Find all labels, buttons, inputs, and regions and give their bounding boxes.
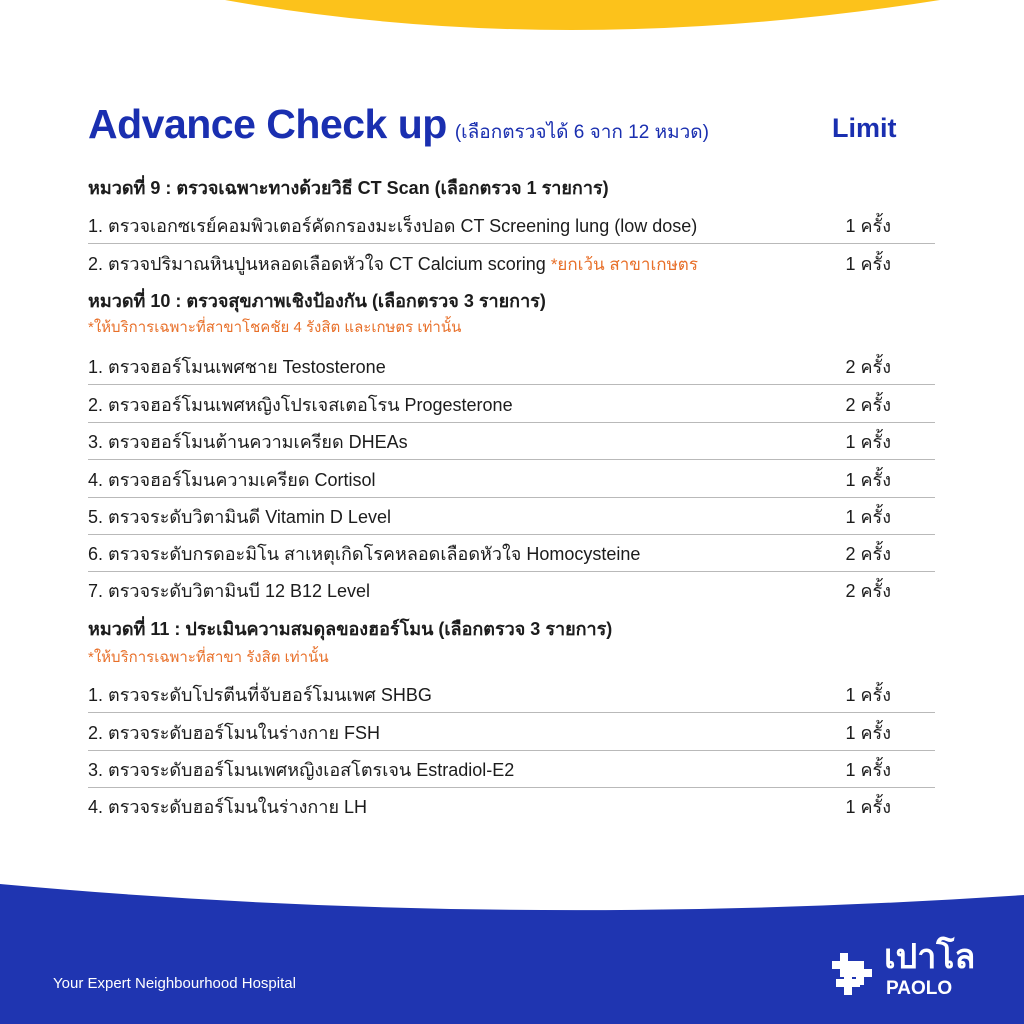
check-item-limit: 1 ครั้ง bbox=[845, 216, 891, 236]
check-item-text: 3. ตรวจฮอร์โมนต้านความเครียด DHEAs bbox=[88, 432, 408, 452]
check-item-limit: 1 ครั้ง bbox=[845, 507, 891, 527]
check-item-row bbox=[88, 542, 935, 566]
page-title-text: Advance Check up bbox=[88, 101, 447, 147]
check-item-row bbox=[88, 505, 935, 529]
logo-thai-text: เปาโล bbox=[884, 938, 976, 976]
check-item-row bbox=[88, 683, 935, 707]
check-item-row bbox=[88, 579, 935, 603]
category-note: *ให้บริการเฉพาะที่สาขาโชคชัย 4 รังสิต และเกษตร เท่านั้น bbox=[88, 319, 462, 336]
check-item-label bbox=[88, 542, 640, 566]
check-item-limit: 1 ครั้ง bbox=[845, 760, 891, 780]
check-item-text: 3. ตรวจระดับฮอร์โมนเพศหญิงเอสโตรเจน Estradiol-E2 bbox=[88, 760, 515, 780]
check-item-text: 1. ตรวจระดับโปรตีนที่จับฮอร์โมนเพศ SHBG bbox=[88, 685, 432, 705]
row-divider bbox=[88, 571, 935, 572]
check-item-label bbox=[88, 468, 376, 492]
row-divider bbox=[88, 422, 935, 423]
check-item-label bbox=[88, 795, 367, 819]
row-divider bbox=[88, 243, 935, 244]
exception-note: *ยกเว้น สาขาเกษตร bbox=[550, 255, 698, 274]
check-item-limit: 2 ครั้ง bbox=[845, 395, 891, 415]
check-item-label bbox=[88, 683, 432, 707]
check-item-row bbox=[88, 355, 935, 379]
check-item-row bbox=[88, 252, 935, 276]
check-item-row bbox=[88, 721, 935, 745]
row-divider bbox=[88, 459, 935, 460]
check-item-row bbox=[88, 468, 935, 492]
check-item-text: 2. ตรวจปริมาณหินปูนหลอดเลือดหัวใจ CT Calcium scoring bbox=[88, 254, 546, 274]
row-divider bbox=[88, 712, 935, 713]
row-divider bbox=[88, 787, 935, 788]
check-item-text: 7. ตรวจระดับวิตามินบี 12 B12 Level bbox=[88, 581, 371, 601]
logo-english-text: PAOLO bbox=[886, 978, 953, 999]
check-item-limit: 1 ครั้ง bbox=[845, 685, 891, 705]
check-item-row bbox=[88, 795, 935, 819]
check-item-text: 4. ตรวจฮอร์โมนความเครียด Cortisol bbox=[88, 470, 376, 490]
check-item-limit: 1 ครั้ง bbox=[845, 723, 891, 743]
check-item-label bbox=[88, 721, 380, 745]
row-divider bbox=[88, 384, 935, 385]
check-item-limit: 2 ครั้ง bbox=[845, 357, 891, 377]
category-heading: หมวดที่ 11 : ประเมินความสมดุลของฮอร์โมน (เลือกตรวจ 3 รายการ) bbox=[88, 619, 613, 639]
top-yellow-arc bbox=[225, 0, 940, 30]
check-item-text: 1. ตรวจเอกซเรย์คอมพิวเตอร์คัดกรองมะเร็งปอด CT Screening lung (low dose) bbox=[88, 216, 698, 236]
check-item-label bbox=[88, 430, 408, 454]
check-item-text: 4. ตรวจระดับฮอร์โมนในร่างกาย LH bbox=[88, 797, 367, 817]
limit-column-header: Limit bbox=[832, 113, 897, 143]
check-item-text: 5. ตรวจระดับวิตามินดี Vitamin D Level bbox=[88, 507, 391, 527]
check-item-row bbox=[88, 214, 935, 238]
crosses-icon bbox=[826, 947, 882, 1003]
check-item-text: 1. ตรวจฮอร์โมนเพศชาย Testosterone bbox=[88, 357, 386, 377]
check-item-text: 6. ตรวจระดับกรดอะมิโน สาเหตุเกิดโรคหลอดเลือดหัวใจ Homocysteine bbox=[88, 544, 641, 564]
page-title bbox=[88, 100, 709, 157]
check-item-label bbox=[88, 252, 698, 277]
check-item-label bbox=[88, 214, 697, 238]
check-item-row bbox=[88, 758, 935, 782]
check-item-label bbox=[88, 758, 514, 782]
check-item-label bbox=[88, 393, 513, 417]
check-item-limit: 2 ครั้ง bbox=[845, 581, 891, 601]
check-item-row bbox=[88, 393, 935, 417]
check-item-label bbox=[88, 505, 391, 529]
category-heading: หมวดที่ 10 : ตรวจสุขภาพเชิงป้องกัน (เลือกตรวจ 3 รายการ) bbox=[88, 291, 546, 311]
row-divider bbox=[88, 497, 935, 498]
check-item-label bbox=[88, 579, 370, 603]
row-divider bbox=[88, 750, 935, 751]
check-item-limit: 1 ครั้ง bbox=[845, 432, 891, 452]
check-item-text: 2. ตรวจระดับฮอร์โมนในร่างกาย FSH bbox=[88, 723, 380, 743]
check-item-row bbox=[88, 430, 935, 454]
check-item-limit: 1 ครั้ง bbox=[845, 254, 891, 274]
page-subtitle: (เลือกตรวจได้ 6 จาก 12 หมวด) bbox=[454, 122, 709, 143]
check-item-text: 2. ตรวจฮอร์โมนเพศหญิงโปรเจสเตอโรน Progesterone bbox=[88, 395, 513, 415]
check-item-limit: 2 ครั้ง bbox=[845, 544, 891, 564]
category-heading: หมวดที่ 9 : ตรวจเฉพาะทางด้วยวิธี CT Scan (เลือกตรวจ 1 รายการ) bbox=[88, 178, 609, 198]
check-item-label bbox=[88, 355, 386, 379]
category-note: *ให้บริการเฉพาะที่สาขา รังสิต เท่านั้น bbox=[88, 649, 329, 666]
row-divider bbox=[88, 534, 935, 535]
paolo-logo bbox=[826, 938, 986, 1003]
footer-tagline: Your Expert Neighbourhood Hospital bbox=[53, 975, 296, 992]
check-item-limit: 1 ครั้ง bbox=[845, 797, 891, 817]
check-item-limit: 1 ครั้ง bbox=[845, 470, 891, 490]
